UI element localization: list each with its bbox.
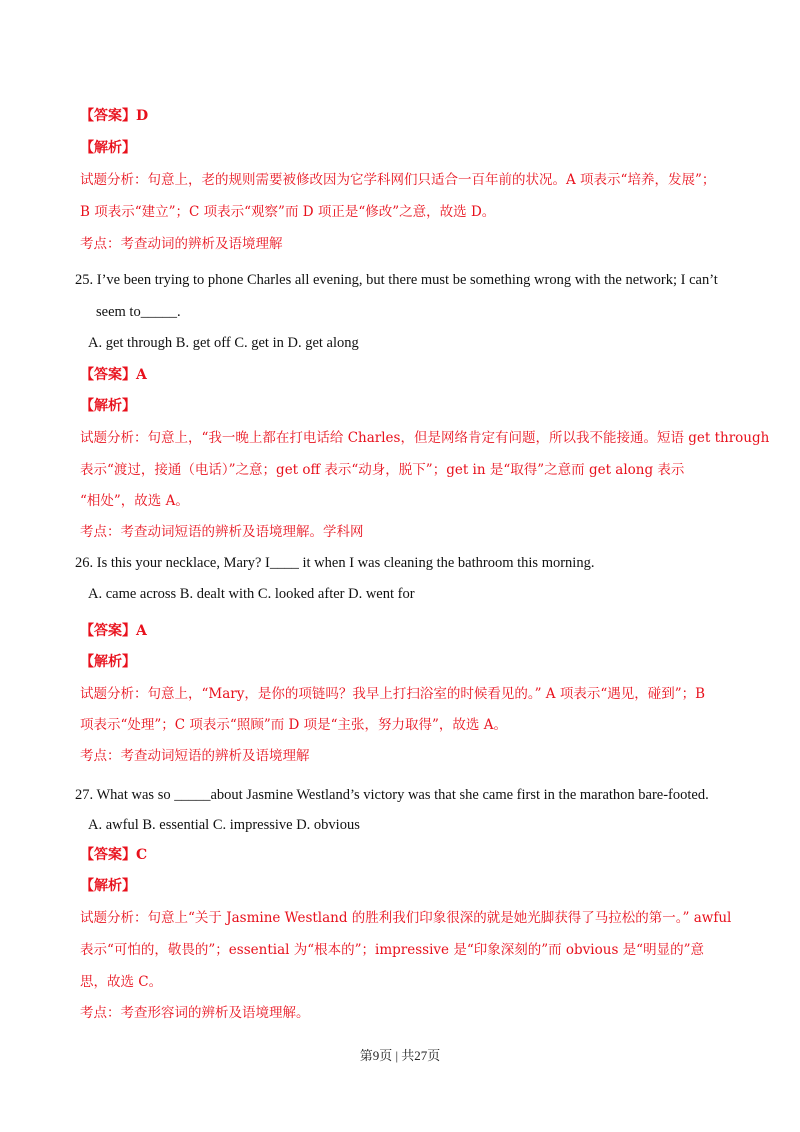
analysis-text: 表示“可怕的，敬畏的”；essential 为“根本的”；impressive 是“印象深刻的”而 obvious 是“明显的”意 — [80, 942, 704, 958]
analysis-text: 表示“渡过，接通（电话）”之意；get off 表示“动身，脱下”；get in 是“取得”之意而 get along 表示 — [80, 462, 685, 478]
question-stem: 27. What was so _____about Jasmine Westland’s victory was that she came first in the marathon bare-footed. — [75, 787, 709, 803]
analysis-label: 【解析】 — [80, 398, 136, 414]
key-point-text: 考点：考查形容词的辨析及语境理解。 — [80, 1005, 310, 1021]
question-options: A. awful B. essential C. impressive D. obvious — [88, 817, 360, 833]
analysis-text: B 项表示“建立”；C 项表示“观察”而 D 项正是“修改”之意，故选 D。 — [80, 204, 496, 220]
question-stem: 26. Is this your necklace, Mary? I____ it when I was cleaning the bathroom this morning. — [75, 555, 595, 571]
analysis-label: 【解析】 — [80, 140, 136, 156]
key-point-text: 考点：考查动词短语的辨析及语境理解 — [80, 748, 310, 764]
key-point-text: 考点：考查动词的辨析及语境理解 — [80, 236, 283, 252]
key-point-text: 考点：考查动词短语的辨析及语境理解。学科网 — [80, 524, 364, 540]
question-stem: 25. I’ve been trying to phone Charles all evening, but there must be something wrong with the network; I can’t — [75, 272, 718, 288]
analysis-label: 【解析】 — [80, 878, 136, 894]
question-options: A. came across B. dealt with C. looked after D. went for — [88, 586, 415, 602]
answer-label: 【答案】A — [80, 623, 147, 639]
analysis-text: 思，故选 C。 — [80, 974, 163, 990]
analysis-text: “相处”，故选 A。 — [80, 493, 189, 509]
answer-label: 【答案】A — [80, 367, 147, 383]
answer-label: 【答案】D — [80, 108, 149, 124]
analysis-text: 试题分析：句意上“关于 Jasmine Westland 的胜利我们印象很深的就是她光脚获得了马拉松的第一。” awful — [80, 910, 732, 926]
analysis-text: 试题分析：句意上，“Mary，是你的项链吗？我早上打扫浴室的时候看见的。” A 项表示“遇见，碰到”；B — [80, 686, 706, 702]
analysis-text: 试题分析：句意上，老的规则需要被修改因为它学科网们只适合一百年前的状况。A 项表示“培养，发展”； — [80, 172, 716, 188]
page-number: 第9页 | 共27页 — [359, 1048, 441, 1063]
question-stem: seem to_____. — [96, 304, 181, 320]
analysis-text: 项表示“处理”；C 项表示“照顾”而 D 项是“主张，努力取得”，故选 A。 — [80, 717, 507, 733]
analysis-text: 试题分析：句意上，“我一晚上都在打电话给 Charles，但是网络肯定有问题，所以我不能接通。短语 get through — [80, 430, 770, 446]
answer-label: 【答案】C — [80, 847, 148, 863]
analysis-label: 【解析】 — [80, 654, 136, 670]
question-options: A. get through B. get off C. get in D. get along — [88, 335, 359, 351]
